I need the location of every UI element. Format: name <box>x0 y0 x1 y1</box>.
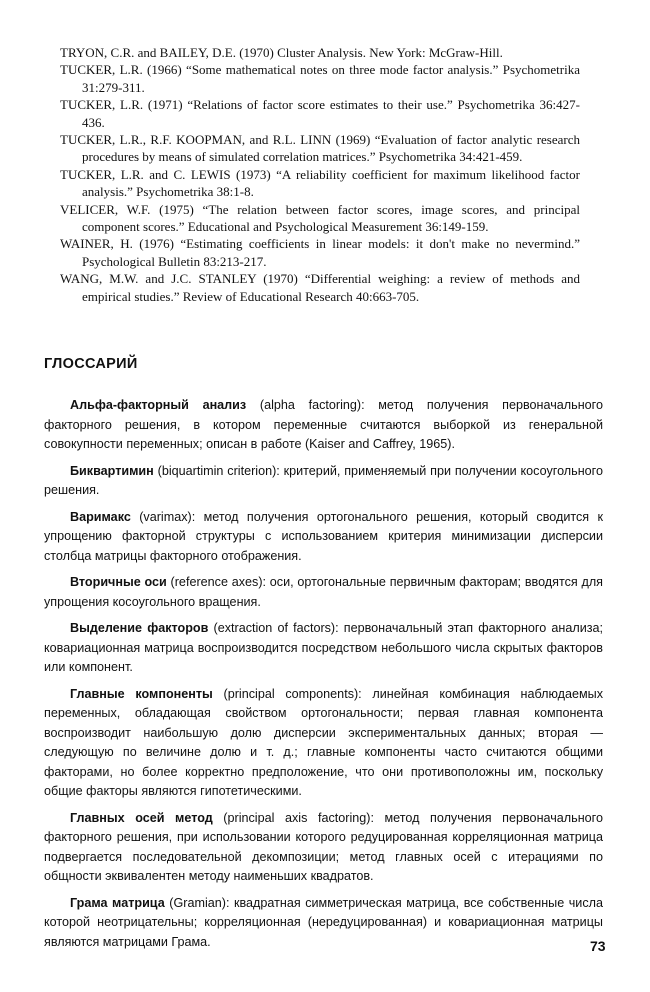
glossary-definition: (reference axes): оси, ортогональные первичным факторам; вводятся для упрощения косоугольного вращения. <box>44 575 603 609</box>
reference-entry: WANG, M.W. and J.C. STANLEY (1970) “Differential weighing: a review of methods and empirical studies.” Review of Educational Research 40:663-705. <box>60 271 580 304</box>
glossary-entry <box>44 396 603 455</box>
glossary-heading: ГЛОССАРИЙ <box>44 356 138 372</box>
reference-entry: WAINER, H. (1976) “Estimating coefficients in linear models: it don't make no nevermind.” Psychological Bulletin 83:213-217. <box>60 236 580 269</box>
reference-entry: TRYON, C.R. and BAILEY, D.E. (1970) Cluster Analysis. New York: McGraw-Hill. <box>60 45 503 60</box>
glossary-term: Главные компоненты <box>70 686 213 701</box>
glossary-term: Вторичные оси <box>70 575 167 589</box>
glossary-definition: (varimax): метод получения ортогонального решения, который сводится к упрощению факторной структуры с использованием критерия минимизации дисперсии столбца матрицы факторного отображения. <box>44 509 603 563</box>
glossary-entry <box>44 508 603 567</box>
glossary-term: Грама матрица <box>70 895 165 910</box>
glossary-entry <box>44 462 603 501</box>
glossary-term: Главных осей метод <box>70 810 213 825</box>
glossary-term: Варимакс <box>70 509 131 524</box>
glossary-definition: (alpha factoring): метод получения первоначального факторного решения, в котором переменные считаются выборкой из генеральной совокупности переменных; описан в работе (Kaiser and Caffrey, 1965). <box>44 398 603 451</box>
glossary-definition: (extraction of factors): первоначальный этап факторного анализа; ковариационная матрица воспроизводится посредством небольшого числа скрытых факторов или компонент. <box>44 621 604 674</box>
reference-list <box>60 44 580 305</box>
glossary-entry <box>44 685 603 802</box>
glossary-definition: (principal components): линейная комбинация наблюдаемых переменных, обладающая свойством ортогональности; первая главная компонента воспроизводит наибольшую долю дисперсии экспериментальных данных; вторая — следующую по величине долю и т. д.; главные компоненты часто считаются общими факторами, но более корректно предположение, что они противоположны им, поскольку общие факторы являются гипотетическими. <box>44 686 603 798</box>
reference-entry: VELICER, W.F. (1975) “The relation between factor scores, image scores, and principal component scores.” Educational and Psychological Measurement 36:149-159. <box>60 201 580 235</box>
reference-entry: TUCKER, L.R. (1966) “Some mathematical notes on three mode factor analysis.” Psychometrika 31:279-311. <box>60 62 580 95</box>
glossary-entry <box>44 619 603 678</box>
glossary-entry <box>44 809 603 887</box>
reference-entry: TUCKER, L.R., R.F. KOOPMAN, and R.L. LINN (1969) “Evaluation of factor analytic research procedures by means of simulated correlation matrices.” Psychometrika 34:421-459. <box>60 132 580 165</box>
glossary-definition: (principal axis factoring): метод получения первоначального факторного решения, при использовании которого редуцированная корреляционная матрица подвергается последовательной декомпозиции; метод главных осей с итерациями по общности эквивалентен методу наименьших квадратов. <box>44 810 604 883</box>
reference-entry: TUCKER, L.R. (1971) “Relations of factor score estimates to their use.” Psychometrika 36:427-436. <box>60 97 580 130</box>
glossary-term: Биквартимин <box>70 463 154 478</box>
glossary-entry <box>44 573 603 612</box>
glossary-definition: (Gramian): квадратная симметрическая матрица, все собственные числа которой неотрицательны; корреляционная (нередуцированная) и ковариационная матрицы являются матрицами Грама. <box>44 895 603 949</box>
glossary-list <box>44 396 603 959</box>
reference-entry: TUCKER, L.R. and C. LEWIS (1973) “A reliability coefficient for maximum likelihood factor analysis.” Psychometrika 38:1-8. <box>60 166 580 200</box>
glossary-term: Выделение факторов <box>70 621 209 635</box>
glossary-term: Альфа-факторный анализ <box>70 398 247 412</box>
glossary-entry <box>44 894 603 953</box>
page-number: 73 <box>590 938 606 954</box>
glossary-definition: (biquartimin criterion): критерий, применяемый при получении косоугольного решения. <box>44 463 603 497</box>
